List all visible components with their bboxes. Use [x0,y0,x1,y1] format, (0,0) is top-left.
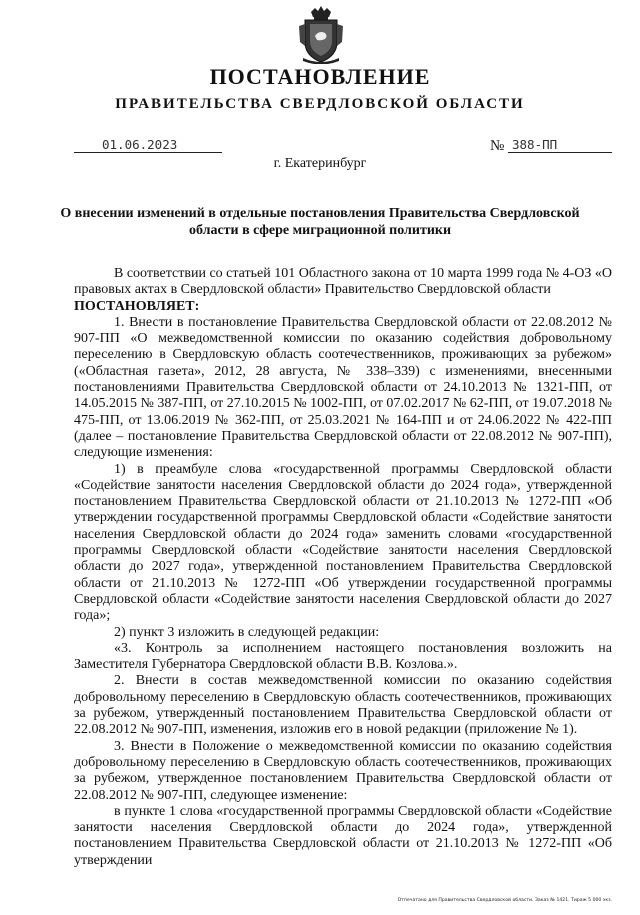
item-3-continuation-paragraph: в пункте 1 слова «государственной программы Свердловской области «Содействие занятости населения Свердловской области до 2024 года», утвержденной постановлением Правительства Свердловской области от 21.10.2013 № 1272-ПП «Об утверждении [74,803,612,868]
subitem-1-paragraph: 1) в преамбуле слова «государственной программы Свердловской области «Содействие занятости населения Свердловской области до 2024 года», утвержденной постановлением Правительства Свердловской области от 21.10.2013 № 1272-ПП «Об утверждении государственной программы Свердловской области «Содействие занятости населения Свердловской области до 2024 года» заменить словами «государственной программы Свердловской области «Содействие занятости населения Свердловской области до 2027 года», утвержденной постановлением Правительства Свердловской области от 21.10.2013 № 1272-ПП «Об утверждении государственной программы Свердловской области «Содействие занятости населения Свердловской области до 2027 года»; [74,461,612,624]
subitem-2-paragraph: 2) пункт 3 изложить в следующей редакции: [114,624,380,640]
document-type-heading: ПОСТАНОВЛЕНИЕ [209,64,431,89]
quoted-clause-paragraph: «3. Контроль за исполнением настоящего постановления возложить на Заместителя Губернатора Свердловской области В.В. Козлова.». [74,640,612,673]
item-2-paragraph: 2. Внести в состав межведомственной комиссии по оказанию содействия добровольному переселению в Свердловскую область соотечественников, проживающих за рубежом, утвержденный постановлением Правительства Свердловской области от 22.08.2012 № 907-ПП, изменения, изложив его в новой редакции (приложение № 1). [74,673,612,738]
document-title: О внесении изменений в отдельные постановления Правительства Свердловской области в сфере миграционной политики [60,206,580,238]
number-label: № [490,138,505,154]
city-line: г. Екатеринбург [273,156,367,171]
coat-of-arms-icon [297,6,345,64]
issuer-heading: ПРАВИТЕЛЬСТВА СВЕРДЛОВСКОЙ ОБЛАСТИ [115,96,525,112]
item-3-paragraph: 3. Внести в Положение о межведомственной комиссии по оказанию содействия добровольному переселению в Свердловскую область соотечественников, проживающих за рубежом, утвержденное постановлением Правительства Свердловской области от 22.08.2012 № 907-ПП, следующее изменение: [74,738,612,803]
preamble-paragraph: В соответствии со статьей 101 Областного закона от 10 марта 1999 года № 4-ОЗ «О правовых актах в Свердловской области» Правительство Свердловской области [74,266,612,298]
document-number: 388-ПП [508,137,612,153]
print-footer: Отпечатано для Правительства Свердловской области. Заказ № 1421. Тираж 5 000 экз. [397,898,612,903]
item-1-paragraph: 1. Внести в постановление Правительства Свердловской области от 22.08.2012 № 907-ПП «О межведомственной комиссии по оказанию содействия добровольному переселению в Свердловскую область соотечественников, проживающих за рубежом» («Областная газета», 2012, 28 августа, № 338–339) с изменениями, внесенными постановлениями Правительства Свердловской области от 24.10.2013 № 1321-ПП, от 14.05.2015 № 387-ПП, от 27.10.2015 № 1002-ПП, от 07.02.2017 № 62-ПП, от 19.07.2018 № 475-ПП, от 13.06.2019 № 362-ПП, от 25.03.2021 № 164-ПП и от 24.06.2022 № 422-ПП (далее – постановление Правительства Свердловской области от 22.08.2012 № 907-ПП), следующие изменения: [74,314,612,461]
document-body [74,266,612,869]
resolves-heading: ПОСТАНОВЛЯЕТ: [74,298,200,314]
document-date: 01.06.2023 [74,137,222,153]
